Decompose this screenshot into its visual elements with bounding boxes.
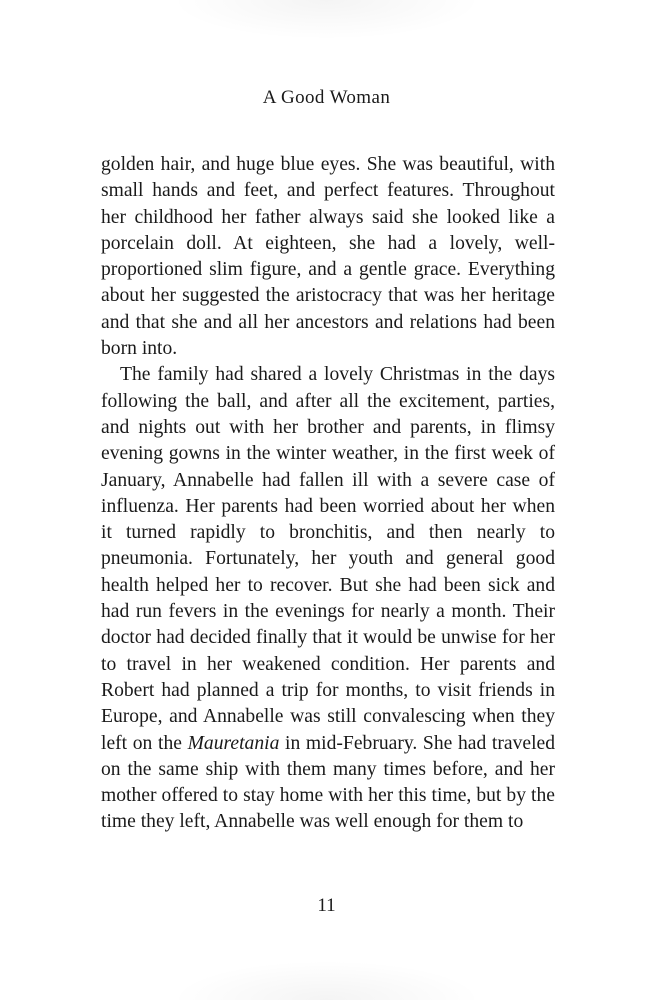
ship-name: Mauretania: [187, 732, 280, 754]
paragraph-2: [101, 362, 555, 835]
page-shadow-bottom: [170, 960, 483, 1000]
paragraph-1: [101, 152, 555, 362]
page-number: 11: [317, 895, 336, 916]
body-text: [101, 152, 555, 836]
paragraph-2-text-after: in mid-February. She had traveled on the same ship with them many times before, and her mother offered to stay home with her this time, but by the time they left, Annabelle was well enough for them to: [101, 732, 556, 833]
paragraph-2-text-before: The family had shared a lovely Christmas in the days following the ball, and after all the excitement, parties, and nights out with her brother and parents, in flimsy evening gowns in the winter weather, in the first week of January, Annabelle had fallen ill with a severe case of influenza. Her parents had been worried about her when it turned rapidly to bronchitis, and then nearly to pneumonia. Fortunately, her youth and general good health helped her to recover. But she had been sick and had run fevers in the evenings for nearly a month. Their doctor had decided finally that it would be unwise for her to travel in her weakened condition. Her parents and Robert had planned a trip for months, to visit friends in Europe, and Annabelle was still convalescing when they left on the: [101, 364, 555, 754]
running-head-title: A Good Woman: [262, 87, 391, 108]
paragraph-1-text: golden hair, and huge blue eyes. She was beautiful, with small hands and feet, and perfect features. Throughout her childhood her father always said she looked like a porcelain doll. At eighteen, she had a lovely, well-proportioned slim figure, and a gentle grace. Everything about her suggested the aristocracy that was her heritage and that she and all her ancestors and relations had been born into.: [101, 154, 555, 360]
page-shadow-top: [170, 0, 483, 40]
